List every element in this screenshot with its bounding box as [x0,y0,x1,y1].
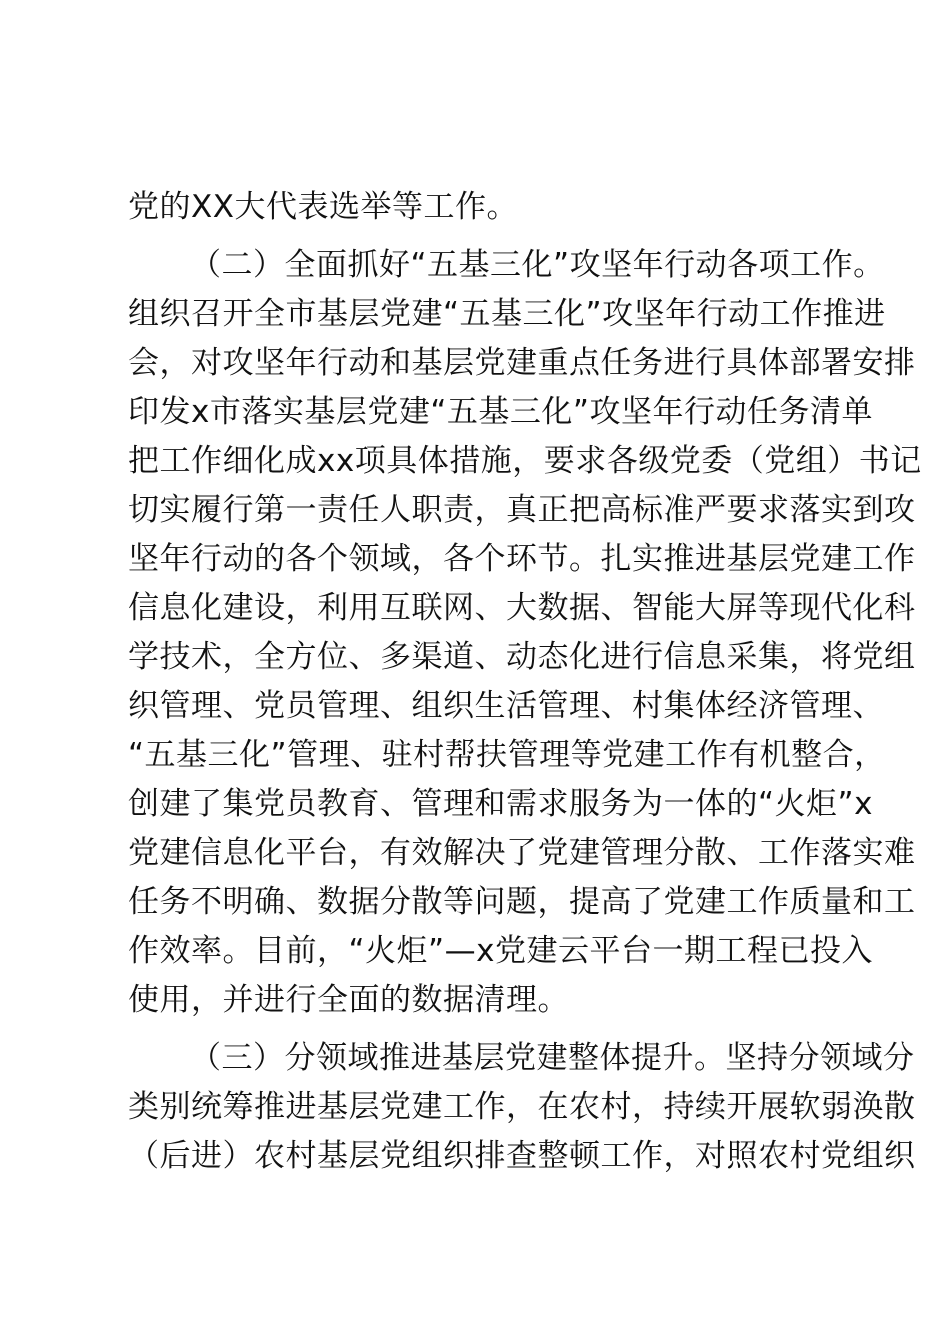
text-line: 党建信息化平台，有效解决了党建管理分散、工作落实难 [128,835,916,871]
text-line: 任务不明确、数据分散等问题，提高了党建工作质量和工 [128,884,916,920]
text-line: 类别统筹推进基层党建工作，在农村，持续开展软弱涣散 [128,1089,916,1125]
body-text [128,183,922,1181]
text-line: 织管理、党员管理、组织生活管理、村集体经济管理、 [128,688,884,724]
text-line: 切实履行第一责任人职责，真正把高标准严要求落实到攻 [128,492,916,528]
text-line: 使用，并进行全面的数据清理。 [128,982,569,1018]
text-line: 学技术，全方位、多渠道、动态化进行信息采集，将党组 [128,639,916,675]
text-line: 把工作细化成xx项具体措施，要求各级党委（党组）书记 [128,443,922,479]
text-line: “五基三化”管理、驻村帮扶管理等党建工作有机整合， [128,737,886,773]
section-heading-line: （二）全面抓好“五基三化”攻坚年行动各项工作。 [190,247,885,283]
section-heading-line: （三）分领域推进基层党建整体提升。坚持分领域分 [190,1040,915,1076]
text-line: 作效率。目前，“火炬”—x党建云平台一期工程已投入 [128,933,873,969]
text-line: 坚年行动的各个领域，各个环节。扎实推进基层党建工作 [128,541,916,577]
text-line: 信息化建设，利用互联网、大数据、智能大屏等现代化科 [128,590,916,626]
text-line: 印发x市落实基层党建“五基三化”攻坚年行动任务清单 [128,394,873,430]
text-line: 组织召开全市基层党建“五基三化”攻坚年行动工作推进 [128,296,886,332]
text-line: 党的XX大代表选举等工作。 [128,189,518,225]
text-line: （后进）农村基层党组织排查整顿工作，对照农村党组织 [128,1138,916,1174]
text-line: 创建了集党员教育、管理和需求服务为一体的“火炬”x [128,786,873,822]
text-line: 会，对攻坚年行动和基层党建重点任务进行具体部署安排 [128,345,916,381]
